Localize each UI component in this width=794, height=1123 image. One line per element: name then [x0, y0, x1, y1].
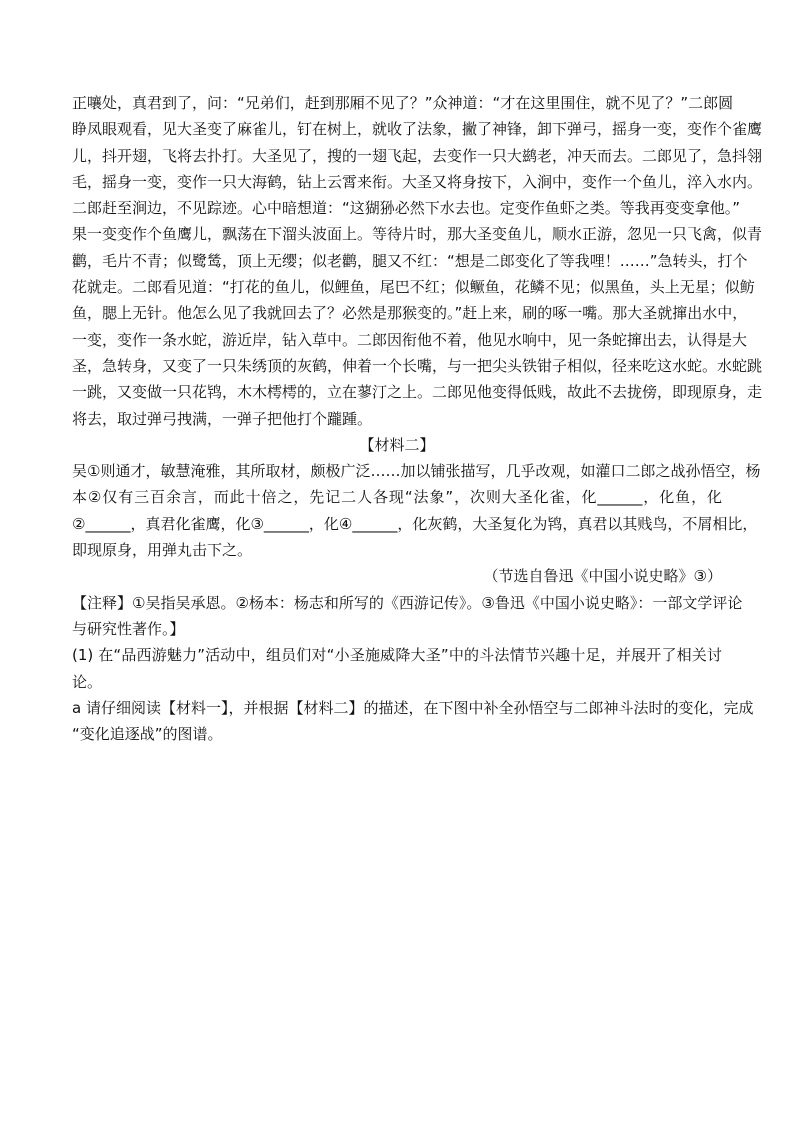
passage-line: 吴①则通才，敏慧淹雅，其所取材，颇极广泛……加以铺张描写，几乎改观，如灌口二郎之战孙悟空，杨 — [72, 462, 761, 481]
document-page — [72, 90, 763, 747]
question-line: a 请仔细阅读【材料一】，并根据【材料二】的描述，在下图中补全孙悟空与二郎神斗法时的变化，完成 — [72, 698, 754, 717]
passage-line: 本②仅有三百余言，而此十倍之，先记二人各现“法象”，次则大圣化雀，化______，化鱼，化 — [72, 488, 722, 507]
passage-line: 圣，急转身，又变了一只朱绣顶的灰鹤，伸着一个长嘴，与一把尖头铁钳子相似，径来吃这水蛇。水蛇跳 — [72, 356, 763, 375]
passage-line: 鱼，腮上无针。他怎么见了我就回去了？必然是那猴变的。”赶上来，刷的啄一嘴。那大圣就撺出水中， — [72, 304, 748, 323]
material-two-heading: 【材料二】 — [359, 435, 435, 454]
notes-block — [72, 590, 743, 643]
passage-line: 毛，摇身一变，变作一只大海鹤，钻上云霄来衔。大圣又将身按下，入涧中，变作一个鱼儿，淬入水内。 — [72, 172, 763, 191]
passage-line: 即现原身，用弹丸击下之。 — [72, 541, 253, 560]
passage-line: ②______，真君化雀鹰，化③______，化④______，化灰鹤，大圣复化为鸨，真君以其贱鸟，不屑相比， — [72, 514, 758, 533]
passage-line: 儿，抖开翅，飞将去扑打。大圣见了，搜的一翅飞起，去变作一只大鹚老，冲天而去。二郎见了，急抖翎 — [72, 146, 763, 165]
question-line: (1) 在“品西游魅力”活动中，组员们对“小圣施威降大圣”中的斗法情节兴趣十足，并展开了相关讨 — [72, 646, 722, 665]
material-two-passage — [72, 458, 761, 563]
passage-line: 一跳，又变做一只花鸨，木木樗樗的，立在蓼汀之上。二郎见他变得低贱，故此不去拢傍，即现原身，走 — [72, 383, 763, 402]
question-block — [72, 642, 754, 747]
note-line: 【注释】①吴指吴承恩。②杨本：杨志和所写的《西游记传》。③鲁迅《中国小说史略》：一部文学评论 — [72, 593, 743, 612]
question-line: 论。 — [72, 672, 103, 691]
passage-line: 正嚷处，真君到了，问：“兄弟们，赶到那厢不见了？”众神道：“才在这里围住，就不见了？”二郎圆 — [72, 94, 734, 112]
passage-line: 鹳，毛片不青；似鹭鸶，顶上无缨；似老鹳，腿又不红：“想是二郎变化了等我哩！……”急转头，打个 — [72, 251, 748, 270]
passage-line: 将去，取过弹弓拽满，一弹子把他打个躘踵。 — [72, 409, 373, 428]
note-line: 与研究性著作。】 — [72, 619, 185, 638]
passage-line: 果一变变作个鱼鹰儿，飘荡在下溜头波面上。等待片时，那大圣变鱼儿，顺水正游，忽见一只飞禽，似青 — [72, 225, 763, 244]
passage-line: 花就走。二郎看见道：“打花的鱼儿，似鲤鱼，尾巴不红；似鳜鱼，花鳞不见；似黑鱼，头上无星；似鲂 — [72, 278, 755, 297]
source-citation: （节选自鲁迅《中国小说史略》③） — [483, 567, 722, 586]
passage-line: 一变，变作一条水蛇，游近岸，钻入草中。二郎因衔他不着，他见水响中，见一条蛇撺出去，认得是大 — [72, 330, 748, 349]
question-line: “变化追逐战”的图谱。 — [72, 725, 223, 744]
passage-line: 睁凤眼观看，见大圣变了麻雀儿，钉在树上，就收了法象，撇了神锋，卸下弹弓，摇身一变，变作个雀鹰 — [72, 120, 763, 139]
passage-line: 二郎赶至涧边，不见踪迹。心中暗想道：“这猢狲必然下水去也。定变作鱼虾之类。等我再变变拿他。” — [72, 199, 741, 218]
material-one-passage — [72, 90, 763, 432]
